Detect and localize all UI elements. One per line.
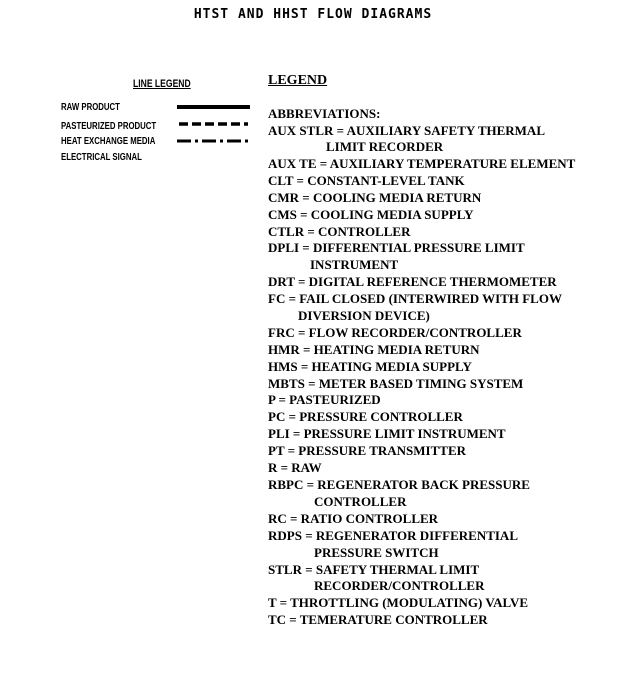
abbreviation-entry: HMS = HEATING MEDIA SUPPLY [268, 359, 472, 374]
line-legend-label-pasteurized-product: PASTEURIZED PRODUCT [61, 121, 157, 132]
abbreviation-entry: DPLI = DIFFERENTIAL PRESSURE LIMIT [268, 240, 525, 255]
abbreviation-entry: AUX STLR = AUXILIARY SAFETY THERMAL [268, 123, 545, 138]
abbreviation-entry: RDPS = REGENERATOR DIFFERENTIAL [268, 528, 518, 543]
abbreviation-entry: PLI = PRESSURE LIMIT INSTRUMENT [268, 426, 506, 441]
abbreviation-entry: CMS = COOLING MEDIA SUPPLY [268, 207, 474, 222]
abbreviation-entry: DRT = DIGITAL REFERENCE THERMOMETER [268, 274, 557, 289]
abbreviation-entry: AUX TE = AUXILIARY TEMPERATURE ELEMENT [268, 156, 576, 171]
abbreviation-entry: R = RAW [268, 460, 322, 475]
abbreviation-entry: FC = FAIL CLOSED (INTERWIRED WITH FLOW [268, 291, 562, 306]
abbreviations-heading: ABBREVIATIONS: [268, 106, 381, 121]
abbreviation-entry: CMR = COOLING MEDIA RETURN [268, 190, 482, 205]
abbreviation-entry: T = THROTTLING (MODULATING) VALVE [268, 595, 529, 610]
abbreviation-entry: RC = RATIO CONTROLLER [268, 511, 439, 526]
abbreviation-entry: CTLR = CONTROLLER [268, 224, 411, 239]
line-legend-heading: LINE LEGEND [133, 78, 191, 90]
line-legend-label-raw-product: RAW PRODUCT [61, 102, 120, 113]
abbreviation-entry: TC = TEMERATURE CONTROLLER [268, 612, 488, 627]
line-legend-label-electrical-signal: ELECTRICAL SIGNAL [61, 152, 142, 163]
abbreviation-entry: RBPC = REGENERATOR BACK PRESSURE [268, 477, 530, 492]
abbreviation-entry: FRC = FLOW RECORDER/CONTROLLER [268, 325, 522, 340]
abbreviation-entry: MBTS = METER BASED TIMING SYSTEM [268, 376, 524, 391]
abbreviation-entry: CLT = CONSTANT-LEVEL TANK [268, 173, 465, 188]
abbreviation-continuation: PRESSURE SWITCH [314, 545, 439, 560]
abbreviation-continuation: INSTRUMENT [310, 257, 399, 272]
line-legend-label-heat-exchange-media: HEAT EXCHANGE MEDIA [61, 136, 156, 147]
abbreviation-entry: PC = PRESSURE CONTROLLER [268, 409, 463, 424]
abbreviation-continuation: DIVERSION DEVICE) [298, 308, 430, 323]
abbreviation-entry: HMR = HEATING MEDIA RETURN [268, 342, 480, 357]
abbreviation-entry: STLR = SAFETY THERMAL LIMIT [268, 562, 480, 577]
abbreviation-entry: P = PASTEURIZED [268, 392, 381, 407]
page-title: HTST AND HHST FLOW DIAGRAMS [193, 7, 433, 22]
abbreviation-continuation: CONTROLLER [314, 494, 407, 509]
pasteurized-product-dashed-line [177, 119, 250, 129]
heat-exchange-media-dash-dot-line [177, 136, 250, 146]
abbreviation-entry: PT = PRESSURE TRANSMITTER [268, 443, 467, 458]
abbreviation-continuation: RECORDER/CONTROLLER [314, 578, 485, 593]
abbreviation-continuation: LIMIT RECORDER [326, 139, 444, 154]
legend-heading: LEGEND [268, 73, 328, 88]
raw-product-solid-line [177, 102, 250, 112]
